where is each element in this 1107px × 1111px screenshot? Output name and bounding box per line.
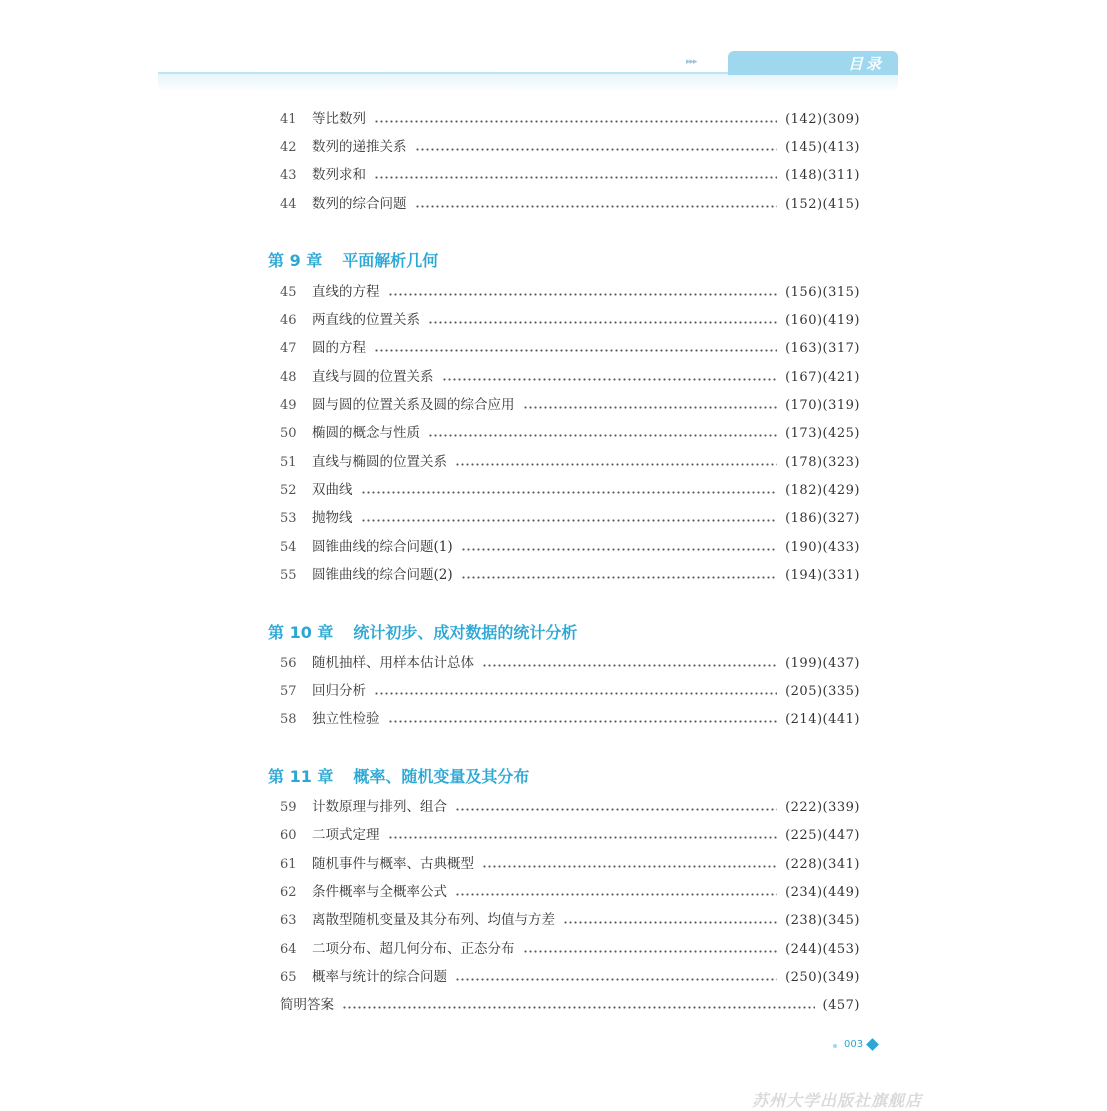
entry-title: 独立性检验 [312,711,380,727]
dot-leader [482,865,777,868]
dot-leader [523,406,778,409]
entry-pages: (250)(349) [785,970,860,985]
entry-title: 双曲线 [312,482,353,498]
entry-title: 数列求和 [312,167,366,183]
dot-leader [461,576,777,579]
chapter-title: 概率、随机变量及其分布 [353,767,530,786]
toc-entry[interactable] [280,480,860,500]
toc-entry[interactable] [280,282,860,302]
entry-number: 46 [280,313,297,328]
entry-pages: (234)(449) [785,885,860,900]
entry-number: 62 [280,885,297,900]
chapter-label: 第 10 章 [268,623,334,642]
entry-number: 63 [280,913,297,928]
dot-leader [523,950,778,953]
dot-leader [428,321,777,324]
toc-entry[interactable] [280,681,860,701]
header-arrows-icon: ▸▸▸ [686,57,697,67]
entry-pages: (222)(339) [785,800,860,815]
toc-entry[interactable] [280,967,860,987]
entry-title: 圆锥曲线的综合问题(1) [312,539,453,555]
entry-number: 65 [280,970,297,985]
entry-title: 概率与统计的综合问题 [312,969,447,985]
entry-title: 圆锥曲线的综合问题(2) [312,567,453,583]
entry-pages: (148)(311) [785,168,860,183]
entry-number: 45 [280,285,297,300]
entry-title: 计数原理与排列、组合 [312,799,447,815]
toc-entry[interactable] [280,939,860,959]
entry-pages: (173)(425) [785,426,860,441]
chapter-title: 平面解析几何 [342,251,439,270]
entry-number: 47 [280,341,297,356]
entry-title: 两直线的位置关系 [312,312,420,328]
entry-pages: (152)(415) [785,197,860,212]
dot-leader [374,120,777,123]
toc-entry[interactable] [280,709,860,729]
chapter-heading[interactable] [268,249,438,273]
entry-title: 简明答案 [280,997,334,1013]
toc-entry[interactable] [280,825,860,845]
dot-leader [342,1006,815,1009]
chapter-title: 统计初步、成对数据的统计分析 [353,623,578,642]
entry-number: 55 [280,568,297,583]
entry-pages: (244)(453) [785,942,860,957]
entry-pages: (205)(335) [785,684,860,699]
entry-number: 60 [280,828,297,843]
entry-number: 64 [280,942,297,957]
toc-entry[interactable] [280,423,860,443]
entry-title: 离散型随机变量及其分布列、均值与方差 [312,912,555,928]
entry-title: 数列的递推关系 [312,139,407,155]
entry-pages: (186)(327) [785,511,860,526]
entry-title: 条件概率与全概率公式 [312,884,447,900]
entry-pages: (163)(317) [785,341,860,356]
page-title: 目录 [847,55,884,73]
entry-number: 52 [280,483,297,498]
entry-pages: (178)(323) [785,455,860,470]
page-dot-icon [833,1044,837,1048]
entry-number: 42 [280,140,297,155]
entry-title: 直线与圆的位置关系 [312,369,434,385]
dot-leader [563,921,777,924]
toc-entry[interactable] [280,395,860,415]
entry-pages: (199)(437) [785,656,860,671]
toc-entry[interactable] [280,109,860,129]
toc-entry[interactable] [280,882,860,902]
entry-pages: (214)(441) [785,712,860,727]
entry-title: 椭圆的概念与性质 [312,425,420,441]
dot-leader [374,349,777,352]
toc-entry[interactable] [280,452,860,472]
entry-pages: (225)(447) [785,828,860,843]
entry-number: 44 [280,197,297,212]
dot-leader [388,720,778,723]
dot-leader [428,434,777,437]
entry-title: 随机事件与概率、古典概型 [312,856,474,872]
dot-leader [455,978,777,981]
toc-entry[interactable] [280,310,860,330]
header-tab [728,51,898,75]
entry-title: 抛物线 [312,510,353,526]
dot-leader [388,293,778,296]
toc-entry-answers[interactable] [280,995,860,1015]
entry-number: 41 [280,112,297,127]
chapter-label: 第 11 章 [268,767,334,786]
entry-title: 圆与圆的位置关系及圆的综合应用 [312,397,515,413]
entry-pages: (160)(419) [785,313,860,328]
entry-number: 57 [280,684,297,699]
entry-number: 56 [280,656,297,671]
toc-entry[interactable] [280,854,860,874]
entry-title: 等比数列 [312,111,366,127]
entry-number: 48 [280,370,297,385]
dot-leader [461,548,777,551]
dot-leader [361,491,778,494]
entry-title: 随机抽样、用样本估计总体 [312,655,474,671]
dot-leader [455,808,777,811]
entry-pages: (170)(319) [785,398,860,413]
entry-pages: (228)(341) [785,857,860,872]
entry-number: 49 [280,398,297,413]
entry-pages: (238)(345) [785,913,860,928]
toc-entry[interactable] [280,367,860,387]
dot-leader [482,664,777,667]
entry-title: 直线的方程 [312,284,380,300]
toc-entry[interactable] [280,194,860,214]
dot-leader [415,205,778,208]
chapter-heading[interactable] [268,621,577,645]
dot-leader [388,836,778,839]
entry-pages: (190)(433) [785,540,860,555]
dot-leader [374,692,777,695]
toc-entry[interactable] [280,565,860,585]
entry-number: 54 [280,540,297,555]
entry-pages: (167)(421) [785,370,860,385]
entry-number: 58 [280,712,297,727]
entry-title: 二项式定理 [312,827,380,843]
toc-entry[interactable] [280,653,860,673]
toc-entry[interactable] [280,165,860,185]
entry-number: 61 [280,857,297,872]
toc-entry[interactable] [280,910,860,930]
chapter-heading[interactable] [268,765,529,789]
dot-leader [374,176,777,179]
toc-entry[interactable] [280,338,860,358]
entry-title: 二项分布、超几何分布、正态分布 [312,941,515,957]
entry-pages: (457) [822,998,860,1013]
page-number: 003 [844,1039,864,1050]
entry-number: 43 [280,168,297,183]
toc-entry[interactable] [280,508,860,528]
entry-pages: (182)(429) [785,483,860,498]
entry-number: 50 [280,426,297,441]
diamond-icon [866,1038,879,1051]
dot-leader [455,463,777,466]
toc-entry[interactable] [280,537,860,557]
entry-number: 51 [280,455,297,470]
chapter-label: 第 9 章 [268,251,323,270]
entry-title: 数列的综合问题 [312,196,407,212]
toc-entry[interactable] [280,137,860,157]
entry-pages: (194)(331) [785,568,860,583]
entry-title: 直线与椭圆的位置关系 [312,454,447,470]
dot-leader [361,519,778,522]
watermark: 苏州大学出版社旗舰店 [752,1091,923,1110]
entry-number: 59 [280,800,297,815]
header-band [158,74,898,92]
dot-leader [415,148,778,151]
entry-pages: (142)(309) [785,112,860,127]
dot-leader [455,893,777,896]
toc-entry[interactable] [280,797,860,817]
entry-title: 回归分析 [312,683,366,699]
entry-title: 圆的方程 [312,340,366,356]
entry-number: 53 [280,511,297,526]
dot-leader [442,378,778,381]
entry-pages: (145)(413) [785,140,860,155]
entry-pages: (156)(315) [785,285,860,300]
